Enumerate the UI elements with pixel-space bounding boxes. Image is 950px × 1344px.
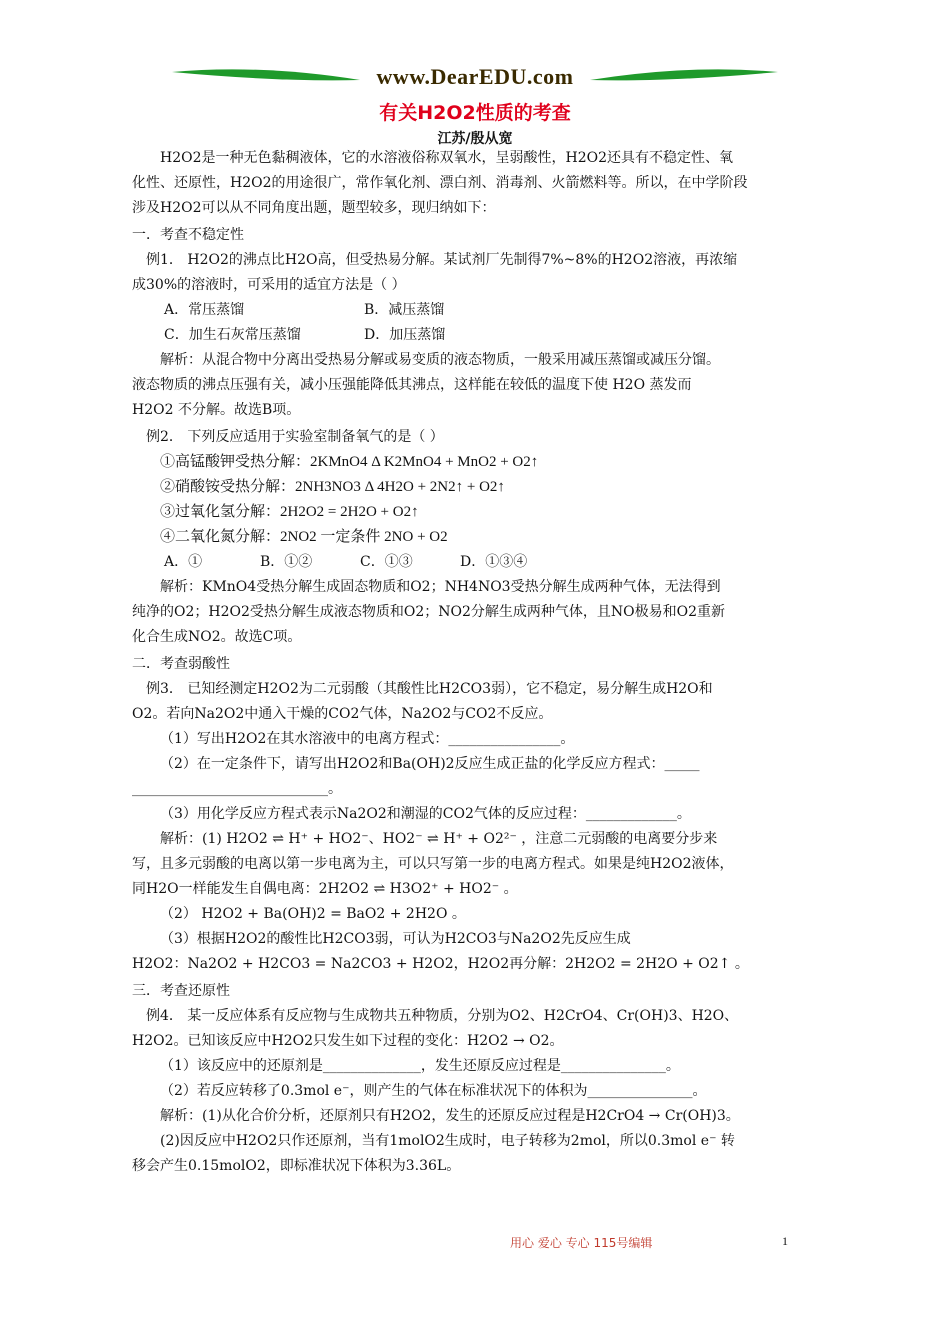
example-3-q3: （3）用化学反应方程式表示Na2O2和潮湿的CO2气体的反应过程：_____________。	[160, 806, 691, 822]
example-3-line: 例3． 已知经测定H2O2为二元弱酸（其酸性比H2CO3弱），它不稳定，易分解生成H2O和	[146, 681, 713, 697]
example-1-answer: 解析：从混合物中分离出受热易分解或易变质的液态物质，一般采用减压蒸馏或减压分馏。	[160, 352, 720, 368]
example-3-answer: 写，且多元弱酸的电离以第一步电离为主，可以只写第一步的电离方程式。如果是纯H2O2液体，	[132, 856, 734, 872]
reaction-2: ②硝酸铵受热分解：2NH3NO3 Δ 4H2O + 2N2↑ + O2↑	[160, 479, 505, 495]
example-1-line: 例1． H2O2的沸点比H2O高，但受热易分解。某试剂厂先制得7%~8%的H2O2溶液，再浓缩	[146, 252, 738, 268]
reaction-3: ③过氧化氢分解：2H2O2 = 2H2O + O2↑	[160, 504, 419, 520]
author-line: 江苏/殷从宽	[437, 131, 513, 147]
example-1-line: 成30%的溶液时，可采用的适宜方法是（ ）	[132, 277, 406, 293]
example-3-q2: （2）在一定条件下，请写出H2O2和Ba(OH)2反应生成正盐的化学反应方程式：_____	[160, 756, 700, 772]
option-c: C．①③	[360, 554, 413, 570]
example-3-answer: （2） H2O2 + Ba(OH)2 = BaO2 + 2H2O 。	[160, 906, 466, 922]
option-a: A．①	[164, 554, 203, 570]
section-heading-3: 三．考查还原性	[132, 983, 230, 999]
example-1-options	[132, 298, 822, 323]
example-3-q2-cont: ____________________________。	[132, 781, 342, 797]
option-d: D．①③④	[460, 554, 528, 570]
example-2-options	[132, 550, 822, 575]
section-heading-1: 一．考查不稳定性	[132, 227, 244, 243]
reaction-4: ④二氧化氮分解：2NO2 一定条件 2NO + O2	[160, 529, 448, 545]
section-heading-2: 二．考查弱酸性	[132, 656, 230, 672]
example-2-answer: 解析：KMnO4受热分解生成固态物质和O2；NH4NO3受热分解生成两种气体，无法得到	[160, 579, 721, 595]
example-4-q2: （2）若反应转移了0.3mol e⁻，则产生的气体在标准状况下的体积为_______________。	[160, 1083, 707, 1099]
example-3-answer: 解析：(1) H2O2 ⇌ H⁺ + HO2⁻、HO2⁻ ⇌ H⁺ + O2²⁻ ，注意二元弱酸的电离要分步来	[160, 831, 718, 847]
example-4-answer: 解析：(1)从化合价分析，还原剂只有H2O2，发生的还原反应过程是H2CrO4 → Cr(OH)3。	[160, 1108, 740, 1124]
intro-line: H2O2是一种无色黏稠液体，它的水溶液俗称双氧水，呈弱酸性，H2O2还具有不稳定性、氧	[160, 150, 733, 166]
option-d: D．加压蒸馏	[364, 327, 446, 343]
option-a: A．常压蒸馏	[164, 302, 245, 318]
example-3-answer: （3）根据H2O2的酸性比H2CO3弱，可认为H2CO3与Na2O2先反应生成	[160, 931, 631, 947]
reaction-1: ①高锰酸钾受热分解：2KMnO4 Δ K2MnO4 + MnO2 + O2↑	[160, 454, 539, 470]
page-title: 有关H2O2性质的考查	[379, 102, 571, 124]
article-body	[132, 146, 822, 1179]
example-4-line: H2O2。已知该反应中H2O2只发生如下过程的变化：H2O2 → O2。	[132, 1033, 564, 1049]
option-b: B．①②	[260, 554, 313, 570]
intro-line: 化性、还原性，H2O2的用途很广，常作氧化剂、漂白剂、消毒剂、火箭燃料等。所以，在中学阶段	[132, 175, 748, 191]
example-4-answer: (2)因反应中H2O2只作还原剂，当有1molO2生成时，电子转移为2mol，所以0.3mol e⁻ 转	[160, 1133, 735, 1149]
example-3-line: O2。若向Na2O2中通入干燥的CO2气体，Na2O2与CO2不反应。	[132, 706, 553, 722]
example-1-answer: H2O2 不分解。故选B项。	[132, 402, 301, 418]
page-number: 1	[782, 1234, 788, 1248]
site-header-banner	[170, 62, 780, 96]
example-3-answer: 同H2O一样能发生自偶电离：2H2O2 ⇌ H3O2⁺ + HO2⁻ 。	[132, 881, 518, 897]
footer-text: 用心 爱心 专心 115号编辑	[510, 1236, 653, 1250]
option-c: C．加生石灰常压蒸馏	[164, 327, 301, 343]
site-url[interactable]: www.DearEDU.com	[376, 64, 574, 89]
example-2-answer: 纯净的O2；H2O2受热分解生成液态物质和O2；NO2分解生成两种气体，且NO极易和O2重新	[132, 604, 726, 620]
example-4-line: 例4． 某一反应体系有反应物与生成物共五种物质，分别为O2、H2CrO4、Cr(OH)3、H2O、	[146, 1008, 739, 1024]
example-3-answer: H2O2：Na2O2 + H2CO3 = Na2CO3 + H2O2，H2O2再分解：2H2O2 = 2H2O + O2↑ 。	[132, 956, 749, 972]
example-4-answer: 移会产生0.15molO2，即标准状况下体积为3.36L。	[132, 1158, 461, 1174]
option-b: B．减压蒸馏	[364, 302, 445, 318]
example-3-q1: （1）写出H2O2在其水溶液中的电离方程式：________________。	[160, 731, 575, 747]
example-1-options	[132, 323, 822, 348]
example-1-answer: 液态物质的沸点压强有关，减小压强能降低其沸点，这样能在较低的温度下使 H2O 蒸发而	[132, 377, 692, 393]
example-2-answer: 化合生成NO2。故选C项。	[132, 629, 302, 645]
example-4-q1: （1）该反应中的还原剂是______________，发生还原反应过程是_______________。	[160, 1058, 680, 1074]
intro-line: 涉及H2O2可以从不同角度出题，题型较多，现归纳如下：	[132, 200, 496, 216]
example-2-question: 例2． 下列反应适用于实验室制备氧气的是（ ）	[146, 429, 444, 445]
